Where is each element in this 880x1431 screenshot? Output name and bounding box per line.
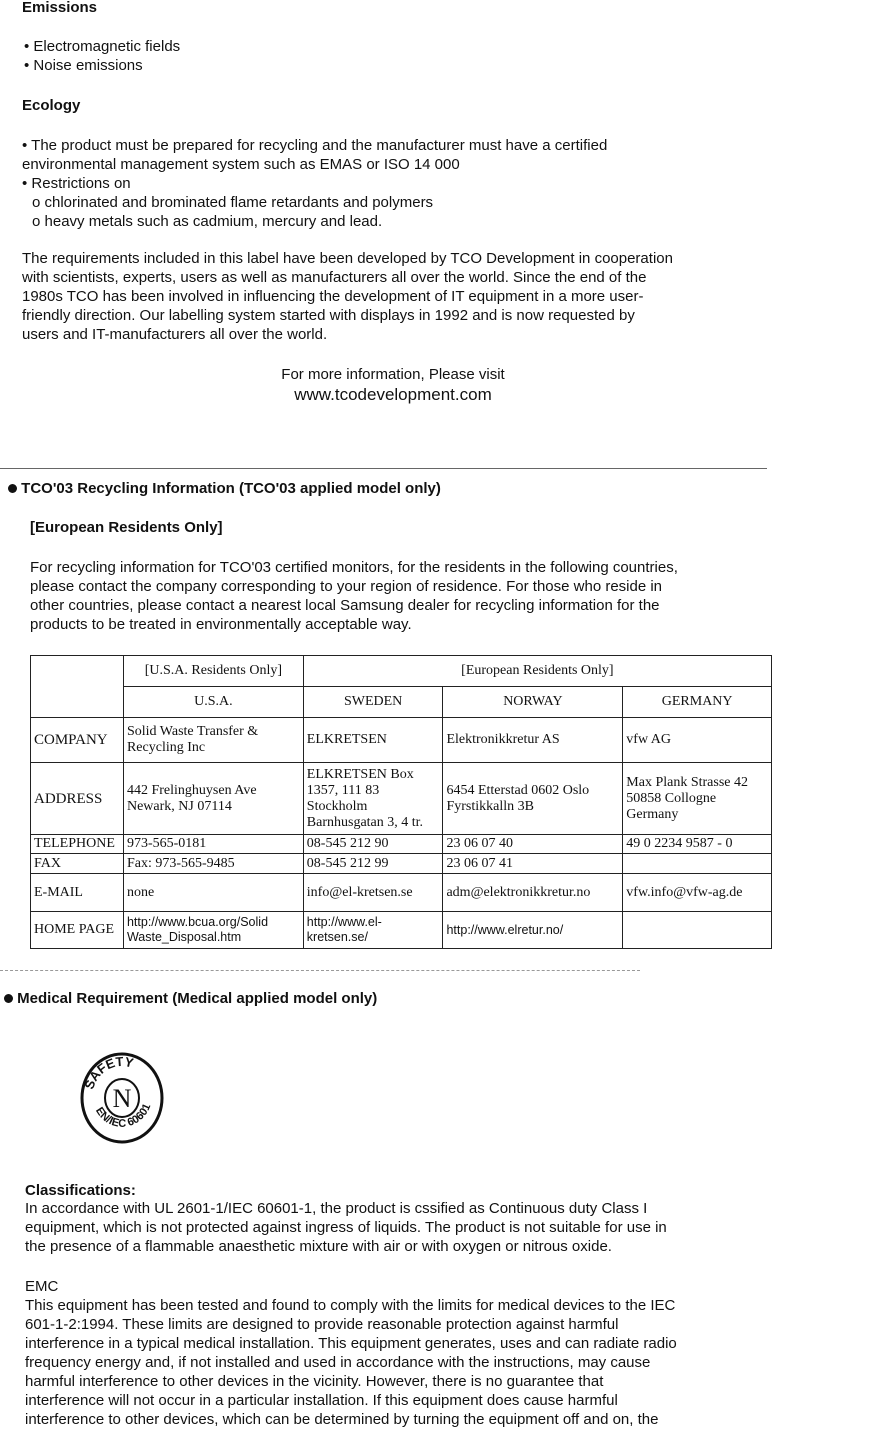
recycling-table — [30, 655, 772, 949]
paragraph-line: products to be treated in environmentally acceptable way. — [30, 616, 412, 633]
section-divider — [0, 970, 640, 971]
table-cell: Elektronikkretur AS — [443, 718, 623, 763]
table-cell[interactable]: http://www.bcua.org/Solid Waste_Disposal.htm — [123, 912, 303, 949]
emc-heading: EMC — [25, 1278, 59, 1295]
table-cell — [31, 656, 124, 718]
table-row-label: ADDRESS — [31, 763, 124, 835]
table-row — [31, 687, 772, 718]
table-cell: ELKRETSEN Box 1357, 111 83 Stockholm Barnhusgatan 3, 4 tr. — [303, 763, 443, 835]
logo-center-letter: N — [112, 1084, 132, 1113]
ecology-list — [22, 136, 607, 231]
table-column-header: GERMANY — [623, 687, 772, 718]
table-cell: 23 06 07 41 — [443, 854, 623, 874]
safety-logo — [80, 1048, 164, 1144]
list-item: • Noise emissions — [24, 57, 143, 74]
table-row — [31, 656, 772, 687]
table-row — [31, 854, 772, 874]
paragraph-line: In accordance with UL 2601-1/IEC 60601-1, the product is cssified as Continuous duty Class I — [25, 1200, 648, 1217]
table-row-label: HOME PAGE — [31, 912, 124, 949]
list-item: • The product must be prepared for recycling and the manufacturer must have a certified — [22, 137, 608, 154]
paragraph-line: This equipment has been tested and found to comply with the limits for medical devices to the IEC — [25, 1297, 676, 1314]
recycling-paragraph — [30, 558, 678, 634]
emc-paragraph — [25, 1296, 677, 1429]
table-cell: 442 Frelinghuysen Ave Newark, NJ 07114 — [123, 763, 303, 835]
table-cell: vfw AG — [623, 718, 772, 763]
paragraph-line: with scientists, experts, users as well as manufacturers all over the world. Since the end of the — [22, 269, 647, 286]
table-row-label: E-MAIL — [31, 874, 124, 912]
table-row — [31, 835, 772, 854]
table-cell: Solid Waste Transfer & Recycling Inc — [123, 718, 303, 763]
table-row — [31, 874, 772, 912]
paragraph-line: other countries, please contact a nearest local Samsung dealer for recycling information for the — [30, 597, 660, 614]
emissions-heading: Emissions — [22, 0, 98, 16]
table-cell: info@el-kretsen.se — [303, 874, 443, 912]
logo-top-text: SAFETY — [81, 1053, 135, 1092]
table-group-header: [U.S.A. Residents Only] — [123, 656, 303, 687]
section-divider — [0, 468, 767, 469]
table-cell — [623, 912, 772, 949]
table-cell: 08-545 212 99 — [303, 854, 443, 874]
table-column-header: NORWAY — [443, 687, 623, 718]
table-cell: Max Plank Strasse 42 50858 Collogne Germany — [623, 763, 772, 835]
table-cell: 08-545 212 90 — [303, 835, 443, 854]
table-cell: none — [123, 874, 303, 912]
table-cell: 23 06 07 40 — [443, 835, 623, 854]
table-cell: adm@elektronikkretur.no — [443, 874, 623, 912]
table-cell: Fax: 973-565-9485 — [123, 854, 303, 874]
table-row-label: FAX — [31, 854, 124, 874]
logo-bottom-text: EN/IEC 60601 — [93, 1101, 154, 1130]
paragraph-line: interference will not occur in a particular installation. If this equipment does cause harmful — [25, 1392, 618, 1409]
table-column-header: SWEDEN — [303, 687, 443, 718]
paragraph-line: interference to other devices, which can be determined by turning the equipment off and on, the — [25, 1411, 659, 1428]
emissions-list — [24, 37, 180, 75]
table-cell[interactable]: http://www.el-kretsen.se/ — [303, 912, 443, 949]
table-row — [31, 912, 772, 949]
recycling-heading: TCO'03 Recycling Information (TCO'03 applied model only) — [8, 479, 441, 498]
ecology-heading: Ecology — [22, 97, 81, 114]
paragraph-line: users and IT-manufacturers all over the world. — [22, 326, 328, 343]
paragraph-line: 601-1-2:1994. These limits are designed to provide reasonable protection against harmful — [25, 1316, 619, 1333]
list-item: • Electromagnetic fields — [24, 38, 181, 55]
ecology-paragraph — [22, 249, 673, 344]
table-cell: vfw.info@vfw-ag.de — [623, 874, 772, 912]
list-item-continuation: environmental management system such as EMAS or ISO 14 000 — [22, 156, 460, 173]
paragraph-line: 1980s TCO has been involved in influencing the development of IT equipment in a more user- — [22, 288, 644, 305]
paragraph-line: The requirements included in this label have been developed by TCO Development in cooperation — [22, 250, 673, 267]
table-group-header: [European Residents Only] — [303, 656, 771, 687]
sub-item: o heavy metals such as cadmium, mercury and lead. — [32, 213, 383, 230]
table-cell — [623, 854, 772, 874]
table-column-header: U.S.A. — [123, 687, 303, 718]
paragraph-line: equipment, which is not protected against ingress of liquids. The product is not suitable for use in — [25, 1219, 667, 1236]
paragraph-line: interference in a typical medical installation. This equipment generates, uses and can radiate radio — [25, 1335, 677, 1352]
table-row-label: TELEPHONE — [31, 835, 124, 854]
classifications-heading: Classifications: — [25, 1182, 136, 1199]
list-item: • Restrictions on — [22, 175, 131, 192]
table-cell[interactable]: http://www.elretur.no/ — [443, 912, 623, 949]
classifications-paragraph — [25, 1199, 667, 1256]
more-info-url[interactable]: www.tcodevelopment.com — [294, 385, 492, 404]
table-row-label: COMPANY — [31, 718, 124, 763]
paragraph-line: For recycling information for TCO'03 certified monitors, for the residents in the following countries, — [30, 559, 678, 576]
bullet-icon — [8, 484, 17, 493]
paragraph-line: harmful interference to other devices in the vicinity. However, there is no guarantee that — [25, 1373, 604, 1390]
table-cell: 49 0 2234 9587 - 0 — [623, 835, 772, 854]
paragraph-line: please contact the company corresponding to your region of residence. For those who reside in — [30, 578, 663, 595]
table-cell: ELKRETSEN — [303, 718, 443, 763]
more-info-text: For more information, Please visit — [281, 366, 505, 383]
paragraph-line: frequency energy and, if not installed and used in accordance with the instructions, may cause — [25, 1354, 651, 1371]
table-cell: 6454 Etterstad 0602 Oslo Fyrstikkalln 3B — [443, 763, 623, 835]
recycling-subheading: [European Residents Only] — [30, 519, 223, 536]
medical-heading: Medical Requirement (Medical applied model only) — [4, 989, 377, 1008]
paragraph-line: friendly direction. Our labelling system started with displays in 1992 and is now requested by — [22, 307, 635, 324]
table-row — [31, 718, 772, 763]
sub-item: o chlorinated and brominated flame retardants and polymers — [32, 194, 434, 211]
paragraph-line: the presence of a flammable anaesthetic mixture with air or with oxygen or nitrous oxide. — [25, 1238, 612, 1255]
table-row — [31, 763, 772, 835]
table-cell: 973-565-0181 — [123, 835, 303, 854]
bullet-icon — [4, 994, 13, 1003]
